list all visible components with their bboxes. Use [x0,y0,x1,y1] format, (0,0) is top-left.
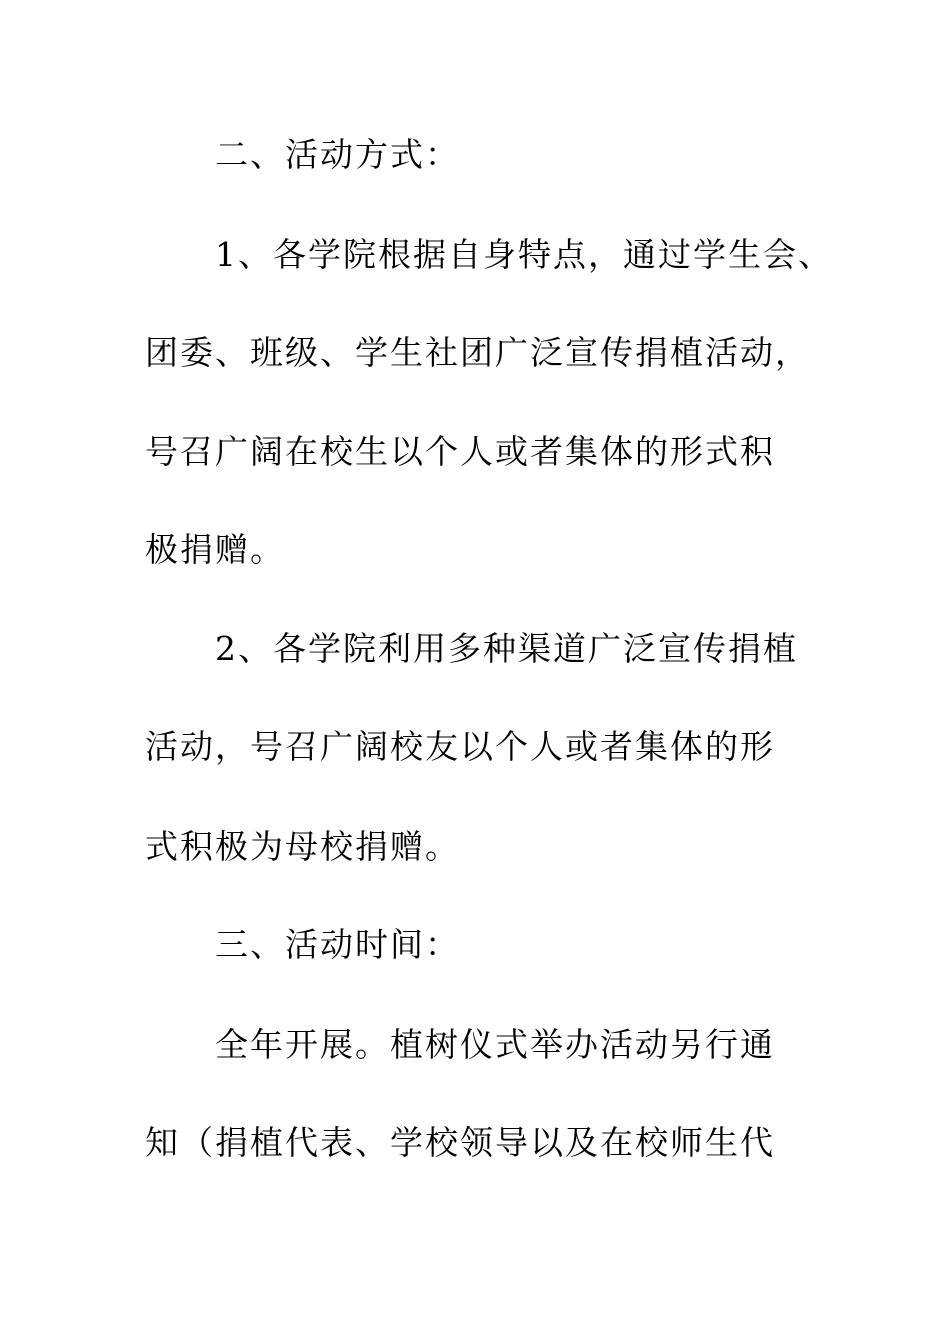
section-heading-activity-method: 二、活动方式： [215,135,460,174]
paragraph-line: 1、各学院根据自身特点，通过学生会、 [215,235,833,274]
paragraph-line: 号召广阔在校生以个人或者集体的形式积 [145,432,775,471]
paragraph-line: 极捐赠。 [145,530,285,569]
paragraph-line: 式积极为母校捐赠。 [145,827,460,866]
paragraph-line: 2、各学院利用多种渠道广泛宣传捐植 [215,629,798,668]
paragraph-line: 全年开展。植树仪式举办活动另行通 [215,1025,775,1064]
paragraph-line: 团委、班级、学生社团广泛宣传捐植活动， [145,333,810,372]
paragraph-line: 活动，号召广阔校友以个人或者集体的形 [145,727,775,766]
section-heading-activity-time: 三、活动时间： [215,925,460,964]
paragraph-line: 知（捐植代表、学校领导以及在校师生代 [145,1123,775,1162]
